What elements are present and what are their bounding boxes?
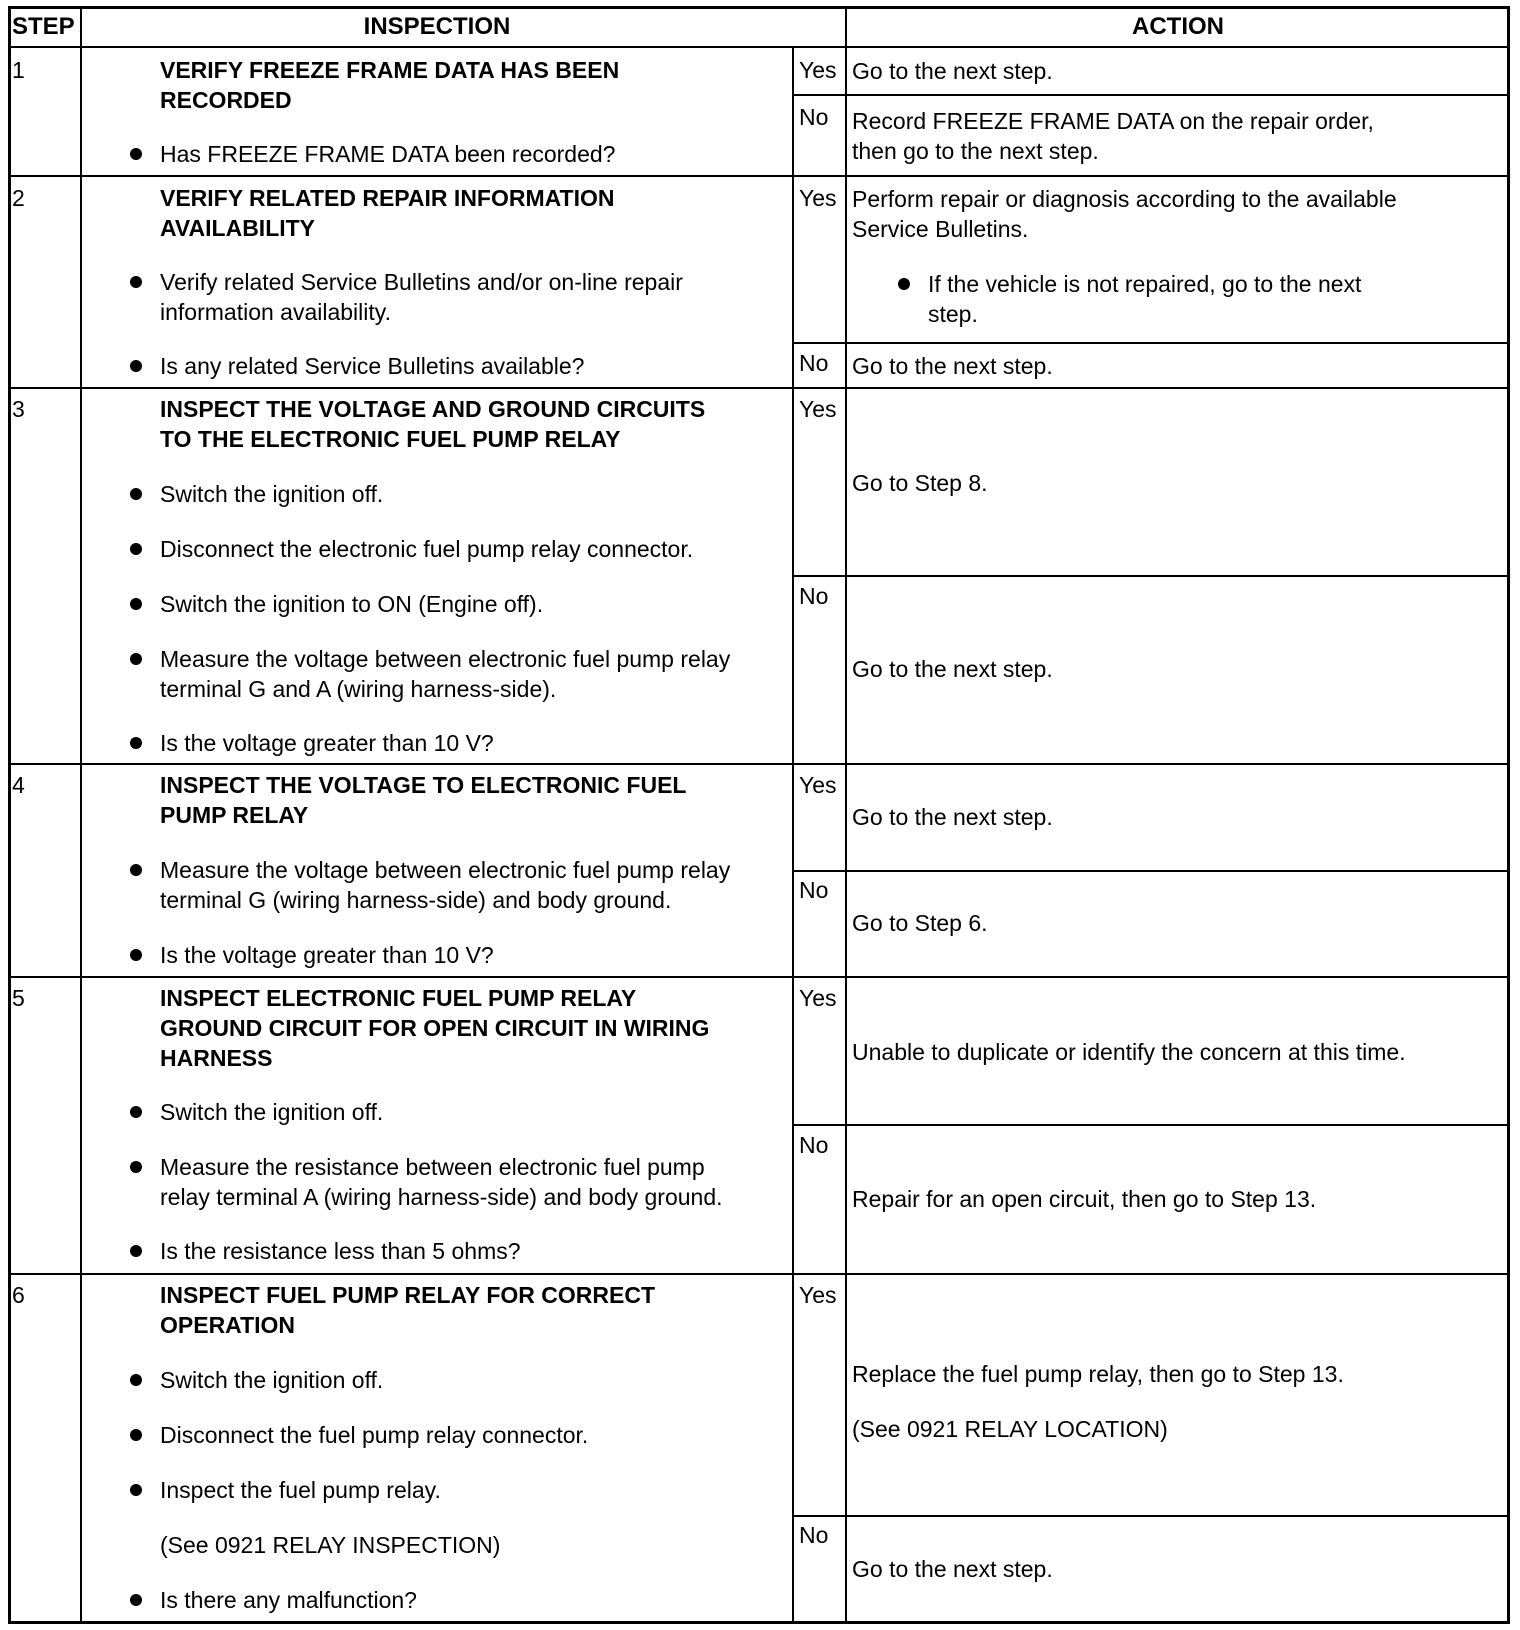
inspection-item: Is the voltage greater than 10 V? xyxy=(160,942,494,968)
no-label: No xyxy=(799,583,829,609)
inspection-item: Inspect the fuel pump relay. xyxy=(160,1477,441,1503)
bullet-icon xyxy=(130,543,142,555)
inspection-item: terminal G and A (wiring harness-side). xyxy=(160,676,557,702)
yes-action: Unable to duplicate or identify the concern at this time. xyxy=(852,1039,1406,1065)
inspection-item: Verify related Service Bulletins and/or on-line repair xyxy=(160,269,683,295)
inspection-item: relay terminal A (wiring harness-side) and body ground. xyxy=(160,1184,723,1210)
yes-action-bullet: If the vehicle is not repaired, go to the next xyxy=(928,271,1362,297)
yes-action: Replace the fuel pump relay, then go to Step 13. xyxy=(852,1361,1344,1387)
inspection-item: Is the voltage greater than 10 V? xyxy=(160,730,494,756)
inspection-item: Measure the voltage between electronic fuel pump relay xyxy=(160,857,731,883)
step-title-line: GROUND CIRCUIT FOR OPEN CIRCUIT IN WIRING xyxy=(160,1015,710,1041)
inspection-item: Switch the ignition to ON (Engine off). xyxy=(160,591,544,617)
bullet-icon xyxy=(130,1429,142,1441)
step-number: 1 xyxy=(12,57,25,83)
inspection-item: Measure the resistance between electronic fuel pump xyxy=(160,1154,705,1180)
inspection-item: Measure the voltage between electronic fuel pump relay xyxy=(160,646,731,672)
bullet-icon xyxy=(130,488,142,500)
yes-label: Yes xyxy=(799,985,837,1011)
bullet-icon xyxy=(130,1245,142,1257)
step-title-line: INSPECT FUEL PUMP RELAY FOR CORRECT xyxy=(160,1282,655,1308)
step-number: 6 xyxy=(12,1282,25,1308)
yes-label: Yes xyxy=(799,57,837,83)
bullet-icon xyxy=(130,1106,142,1118)
step-title-line: VERIFY RELATED REPAIR INFORMATION xyxy=(160,185,615,211)
bullet-icon xyxy=(130,949,142,961)
header-action: ACTION xyxy=(1132,13,1224,40)
step-title-line: AVAILABILITY xyxy=(160,215,316,241)
step-title-line: PUMP RELAY xyxy=(160,802,309,828)
step-number: 5 xyxy=(12,985,25,1011)
step-title-line: VERIFY FREEZE FRAME DATA HAS BEEN xyxy=(160,57,620,83)
no-action: Go to the next step. xyxy=(852,656,1053,682)
inspection-item: Switch the ignition off. xyxy=(160,481,384,507)
step-number: 2 xyxy=(12,185,25,211)
no-action: Record FREEZE FRAME DATA on the repair order, xyxy=(852,108,1374,134)
yes-action: Go to Step 8. xyxy=(852,470,988,496)
yes-label: Yes xyxy=(799,396,837,422)
inspection-item: terminal G (wiring harness-side) and body ground. xyxy=(160,887,672,913)
yes-label: Yes xyxy=(799,1282,837,1308)
inspection-item: Switch the ignition off. xyxy=(160,1099,384,1125)
step-title-line: RECORDED xyxy=(160,87,292,113)
no-action: Go to the next step. xyxy=(852,353,1053,379)
no-action: then go to the next step. xyxy=(852,138,1099,164)
no-label: No xyxy=(799,350,829,376)
bullet-icon xyxy=(130,148,142,160)
bullet-icon xyxy=(130,1374,142,1386)
inspection-item: Disconnect the fuel pump relay connector. xyxy=(160,1422,589,1448)
inspection-item: Is any related Service Bulletins available? xyxy=(160,353,585,379)
diagnostic-procedure-table xyxy=(8,6,1510,1624)
no-label: No xyxy=(799,1132,829,1158)
step-title-line: INSPECT THE VOLTAGE AND GROUND CIRCUITS xyxy=(160,396,706,422)
yes-action: Go to the next step. xyxy=(852,804,1053,830)
bullet-icon xyxy=(130,864,142,876)
bullet-icon xyxy=(130,1161,142,1173)
inspection-item: information availability. xyxy=(160,299,391,325)
bullet-icon xyxy=(130,1594,142,1606)
bullet-icon xyxy=(130,276,142,288)
yes-action: Service Bulletins. xyxy=(852,216,1029,242)
yes-action-bullet: step. xyxy=(928,301,978,327)
step-title-line: INSPECT THE VOLTAGE TO ELECTRONIC FUEL xyxy=(160,772,687,798)
bullet-icon xyxy=(130,737,142,749)
no-label: No xyxy=(799,1522,829,1548)
yes-action: Perform repair or diagnosis according to the available xyxy=(852,186,1397,212)
no-action: Repair for an open circuit, then go to Step 13. xyxy=(852,1186,1317,1212)
inspection-item: Has FREEZE FRAME DATA been recorded? xyxy=(160,141,616,167)
step-number: 3 xyxy=(12,396,25,422)
inspection-reference: (See 0921 RELAY INSPECTION) xyxy=(160,1532,501,1558)
bullet-icon xyxy=(130,598,142,610)
bullet-icon xyxy=(130,360,142,372)
bullet-icon xyxy=(898,278,910,290)
step-number: 4 xyxy=(12,772,25,798)
yes-label: Yes xyxy=(799,185,837,211)
yes-action: Go to the next step. xyxy=(852,58,1053,84)
inspection-item: Is the resistance less than 5 ohms? xyxy=(160,1238,521,1264)
header-step: STEP xyxy=(12,13,75,40)
no-action: Go to the next step. xyxy=(852,1556,1053,1582)
header-inspection: INSPECTION xyxy=(363,13,511,40)
step-title-line: OPERATION xyxy=(160,1312,296,1338)
inspection-item: Is there any malfunction? xyxy=(160,1587,417,1613)
bullet-icon xyxy=(130,653,142,665)
step-title-line: TO THE ELECTRONIC FUEL PUMP RELAY xyxy=(160,426,621,452)
inspection-item: Disconnect the electronic fuel pump relay connector. xyxy=(160,536,694,562)
no-action: Go to Step 6. xyxy=(852,910,988,936)
yes-label: Yes xyxy=(799,772,837,798)
inspection-item: Switch the ignition off. xyxy=(160,1367,384,1393)
step-title-line: INSPECT ELECTRONIC FUEL PUMP RELAY xyxy=(160,985,637,1011)
no-label: No xyxy=(799,104,829,130)
no-label: No xyxy=(799,877,829,903)
step-title-line: HARNESS xyxy=(160,1045,273,1071)
yes-action-reference: (See 0921 RELAY LOCATION) xyxy=(852,1416,1168,1442)
bullet-icon xyxy=(130,1484,142,1496)
